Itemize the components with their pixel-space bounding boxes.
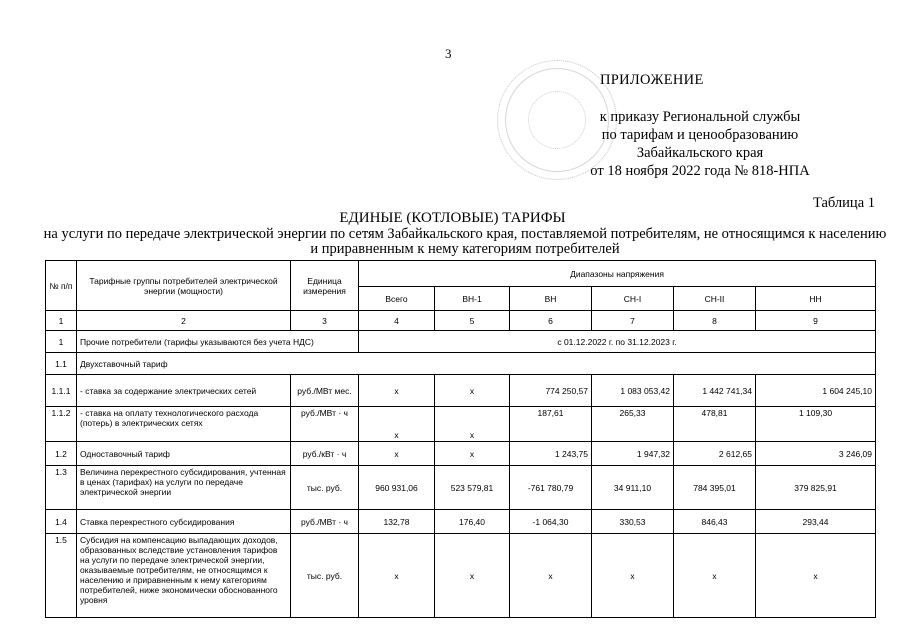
- table-row: [46, 375, 876, 407]
- value-nn: 293,44: [756, 510, 876, 534]
- value-total: х: [359, 534, 435, 618]
- value-sn1: 1 083 053,42: [592, 375, 674, 407]
- order-reference: [560, 108, 840, 180]
- row-number: 1.2: [46, 442, 77, 466]
- value-vn1: х: [435, 534, 510, 618]
- row-unit: тыс. руб.: [291, 534, 359, 618]
- order-line: по тарифам и ценообразованию: [601, 127, 799, 143]
- value-total: х: [359, 407, 435, 442]
- value-total: х: [359, 375, 435, 407]
- value-sn2: 784 395,01: [674, 466, 756, 510]
- value-sn2: 1 442 741,34: [674, 375, 756, 407]
- table-row: [46, 331, 876, 353]
- header-nn: НН: [756, 287, 876, 311]
- header-voltage-ranges: Диапазоны напряжения: [359, 261, 876, 287]
- row-group-name: Двухставочный тариф: [77, 353, 876, 375]
- order-line: Забайкальского края: [636, 145, 764, 161]
- row-period: с 01.12.2022 г. по 31.12.2023 г.: [359, 331, 876, 353]
- document-title: ЕДИНЫЕ (КОТЛОВЫЕ) ТАРИФЫ: [339, 210, 566, 226]
- header-vn1: ВН-1: [435, 287, 510, 311]
- column-index: 4: [359, 311, 435, 331]
- row-unit: руб./МВт · ч: [291, 510, 359, 534]
- page-number: 3: [445, 46, 452, 61]
- table-row: [46, 442, 876, 466]
- row-group-name: Величина перекрестного субсидирования, учтенная в ценах (тарифах) на услуги по передаче электрической энергии: [77, 466, 291, 510]
- value-sn1: х: [592, 534, 674, 618]
- value-vn: -1 064,30: [510, 510, 592, 534]
- value-sn1: 265,33: [592, 407, 674, 442]
- row-group-name: Субсидия на компенсацию выпадающих доходов, образованных вследствие установления тарифов на услуги по передаче электрической энергии, оказываемые потребителям, не относящимся к населению и приравненным к нему категориям потребителей, ниже экономически обоснованного уровня: [77, 534, 291, 618]
- row-group-name: Прочие потребители (тарифы указываются без учета НДС): [77, 331, 359, 353]
- value-nn: 1 109,30: [756, 407, 876, 442]
- header-group: Тарифные группы потребителей электрической энергии (мощности): [77, 261, 291, 311]
- row-number: 1.4: [46, 510, 77, 534]
- header-total: Всего: [359, 287, 435, 311]
- tariff-table: [45, 260, 876, 618]
- row-unit: руб./кВт · ч: [291, 442, 359, 466]
- table-header-row: [46, 261, 876, 287]
- column-index: 1: [46, 311, 77, 331]
- value-vn: 1 243,75: [510, 442, 592, 466]
- row-number: 1.5: [46, 534, 77, 618]
- row-number: 1.3: [46, 466, 77, 510]
- column-index-row: [46, 311, 876, 331]
- row-group-name: Одноставочный тариф: [77, 442, 291, 466]
- value-vn: 774 250,57: [510, 375, 592, 407]
- row-group-name: Ставка перекрестного субсидирования: [77, 510, 291, 534]
- value-nn: 3 246,09: [756, 442, 876, 466]
- row-number: 1.1.2: [46, 407, 77, 442]
- column-index: 7: [592, 311, 674, 331]
- row-number: 1.1.1: [46, 375, 77, 407]
- table-row: [46, 353, 876, 375]
- value-total: 960 931,06: [359, 466, 435, 510]
- table-label: Таблица 1: [812, 195, 875, 211]
- table-row: [46, 510, 876, 534]
- appendix-heading: ПРИЛОЖЕНИЕ: [600, 72, 704, 88]
- value-nn: 379 825,91: [756, 466, 876, 510]
- value-vn1: х: [435, 442, 510, 466]
- value-vn1: х: [435, 407, 510, 442]
- value-sn1: 330,53: [592, 510, 674, 534]
- value-sn1: 1 947,32: [592, 442, 674, 466]
- table-row: [46, 407, 876, 442]
- value-total: 132,78: [359, 510, 435, 534]
- row-group-name: - ставка на оплату технологического расхода (потерь) в электрических сетях: [77, 407, 291, 442]
- value-sn2: 478,81: [674, 407, 756, 442]
- order-line: от 18 ноября 2022 года № 818-НПА: [590, 163, 810, 179]
- row-number: 1: [46, 331, 77, 353]
- value-sn2: 2 612,65: [674, 442, 756, 466]
- row-unit: руб./МВт мес.: [291, 375, 359, 407]
- row-unit: руб./МВт · ч: [291, 407, 359, 442]
- value-vn1: 523 579,81: [435, 466, 510, 510]
- value-vn1: 176,40: [435, 510, 510, 534]
- document-subtitle: на услуги по передаче электрической энергии по сетям Забайкальского края, поставляемой потребителям, не относящимся к населению и приравненным к нему категориям потребителей: [43, 226, 887, 257]
- column-index: 2: [77, 311, 291, 331]
- row-unit: тыс. руб.: [291, 466, 359, 510]
- header-num: № п/п: [46, 261, 77, 311]
- column-index: 5: [435, 311, 510, 331]
- value-sn2: х: [674, 534, 756, 618]
- row-number: 1.1: [46, 353, 77, 375]
- value-vn: 187,61: [510, 407, 592, 442]
- value-vn1: х: [435, 375, 510, 407]
- header-unit: Единица измерения: [291, 261, 359, 311]
- column-index: 9: [756, 311, 876, 331]
- value-vn: х: [510, 534, 592, 618]
- header-vn: ВН: [510, 287, 592, 311]
- value-total: х: [359, 442, 435, 466]
- order-line: к приказу Региональной службы: [599, 109, 801, 125]
- value-sn2: 846,43: [674, 510, 756, 534]
- row-group-name: - ставка за содержание электрических сетей: [77, 375, 291, 407]
- table-row: [46, 534, 876, 618]
- value-nn: х: [756, 534, 876, 618]
- column-index: 8: [674, 311, 756, 331]
- table-row: [46, 466, 876, 510]
- header-sn1: СН-I: [592, 287, 674, 311]
- value-nn: 1 604 245,10: [756, 375, 876, 407]
- value-vn: -761 780,79: [510, 466, 592, 510]
- column-index: 3: [291, 311, 359, 331]
- column-index: 6: [510, 311, 592, 331]
- header-sn2: СН-II: [674, 287, 756, 311]
- value-sn1: 34 911,10: [592, 466, 674, 510]
